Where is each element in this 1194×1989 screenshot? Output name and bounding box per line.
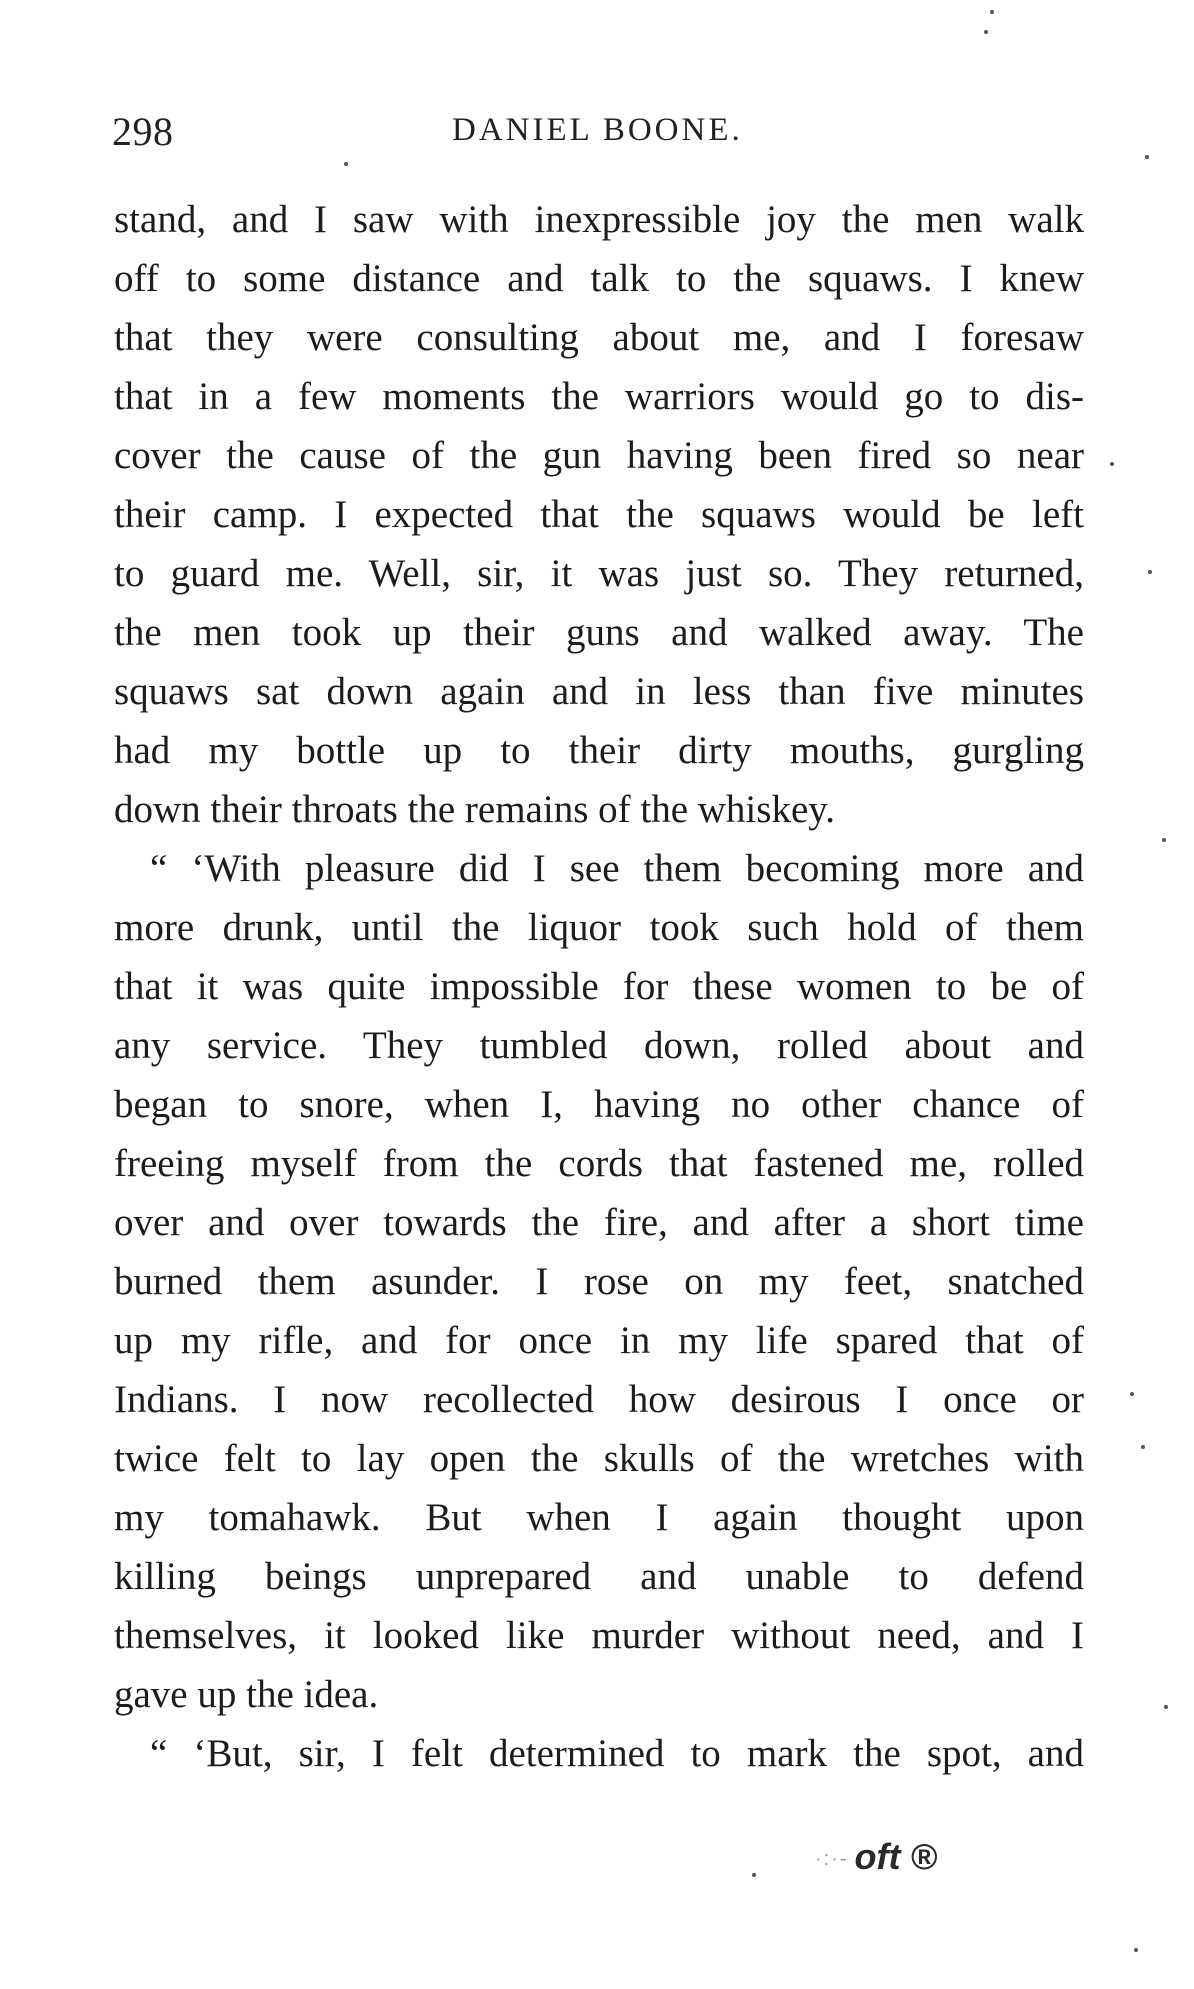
text-line: themselves, it looked like murder without need, and I [114, 1614, 1084, 1657]
scan-speck [1110, 462, 1114, 466]
scan-speck [1145, 155, 1149, 159]
scan-speck [1148, 570, 1152, 574]
running-head: DANIEL BOONE. [452, 112, 743, 148]
paragraph-start-line: “ ‘But, sir, I felt determined to mark the spot, and [150, 1732, 1084, 1775]
imprint-text: oft ® [854, 1836, 938, 1877]
text-line: had my bottle up to their dirty mouths, gurgling [114, 729, 1084, 772]
text-line: that it was quite impossible for these women to be of [114, 965, 1084, 1008]
text-line: over and over towards the fire, and after a short time [114, 1201, 1084, 1244]
scan-speck [1130, 1392, 1134, 1396]
text-line: any service. They tumbled down, rolled about and [114, 1024, 1084, 1067]
text-line: their camp. I expected that the squaws would be left [114, 493, 1084, 536]
scan-speck [984, 30, 988, 34]
text-line: that in a few moments the warriors would go to dis- [114, 375, 1084, 418]
text-line: burned them asunder. I rose on my feet, snatched [114, 1260, 1084, 1303]
text-line: stand, and I saw with inexpressible joy the men walk [114, 198, 1084, 241]
scan-speck [344, 162, 348, 166]
scan-speck [1164, 1705, 1168, 1709]
text-line: gave up the idea. [114, 1673, 379, 1716]
text-line: began to snore, when I, having no other chance of [114, 1083, 1084, 1126]
page-header [112, 108, 1090, 158]
page-number: 298 [112, 109, 174, 154]
text-line: cover the cause of the gun having been fired so near [114, 434, 1084, 477]
body-text [114, 190, 1084, 1783]
text-line: off to some distance and talk to the squaws. I knew [114, 257, 1084, 300]
text-line: freeing myself from the cords that fastened me, rolled [114, 1142, 1084, 1185]
text-line: killing beings unprepared and unable to defend [114, 1555, 1084, 1598]
scan-imprint [815, 1836, 937, 1876]
text-line: my tomahawk. But when I again thought upon [114, 1496, 1084, 1539]
text-line: the men took up their guns and walked away. The [114, 611, 1084, 654]
text-line: twice felt to lay open the skulls of the wretches with [114, 1437, 1084, 1480]
text-line: Indians. I now recollected how desirous I once or [114, 1378, 1084, 1421]
text-line: to guard me. Well, sir, it was just so. They returned, [114, 552, 1084, 595]
text-line: more drunk, until the liquor took such hold of them [114, 906, 1084, 949]
text-line: squaws sat down again and in less than five minutes [114, 670, 1084, 713]
text-line: that they were consulting about me, and I foresaw [114, 316, 1084, 359]
scan-speck [1141, 1445, 1145, 1449]
scan-speck [990, 10, 994, 14]
text-line: down their throats the remains of the whiskey. [114, 788, 835, 831]
scan-speck [1134, 1948, 1138, 1952]
paragraph-start-line: “ ‘With pleasure did I see them becoming more and [150, 847, 1084, 890]
text-line: up my rifle, and for once in my life spared that of [114, 1319, 1084, 1362]
scan-speck [1162, 838, 1166, 842]
imprint-smudge: ·:·- [815, 1847, 849, 1870]
scan-speck [752, 1873, 756, 1877]
